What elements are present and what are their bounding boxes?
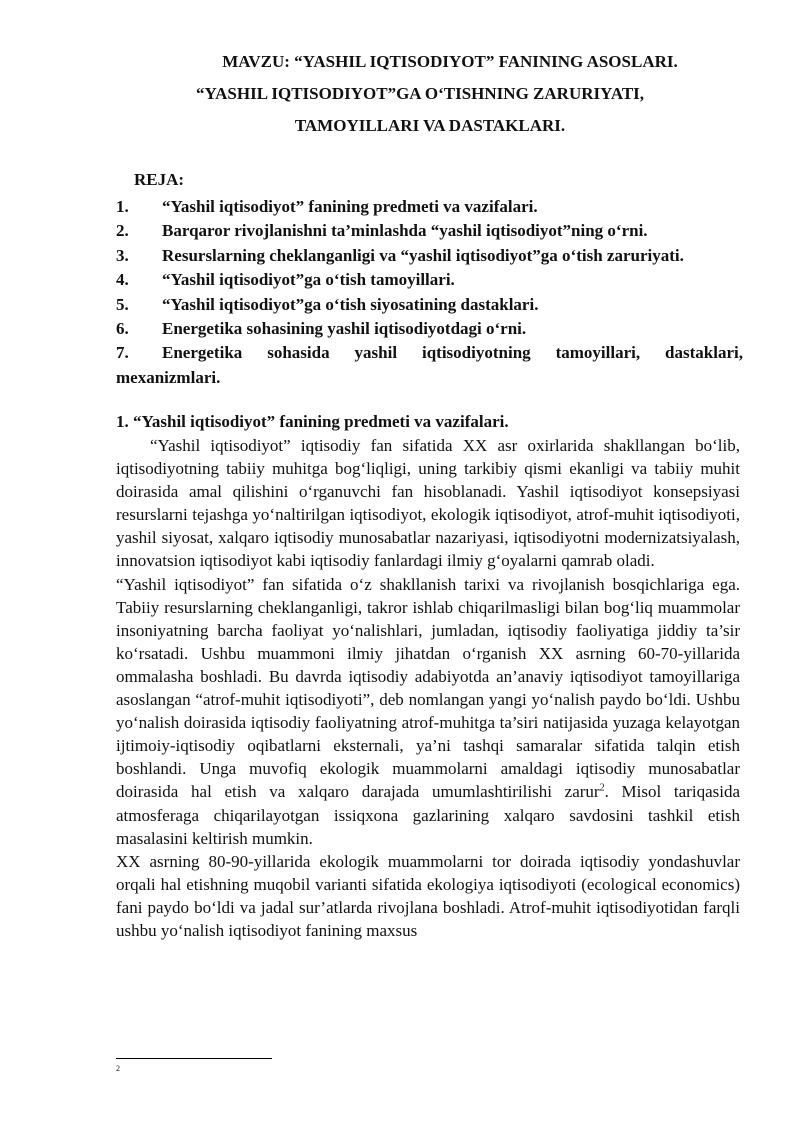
plan-item-text: Energetika sohasida yashil iqtisodiyotning tamoyillari, dastaklari, mexanizmlari. <box>116 343 743 387</box>
plan-item <box>116 341 743 390</box>
body-paragraph-1: “Yashil iqtisodiyot” iqtisodiy fan sifatida XX asr oxirlarida shakllangan bo‘lib, iqtisodiyotning tabiiy muhitga bog‘liqligi, uning tarkibiy qismi ekanligi va tabiiy muhit doirasida amal qilishini o‘rganuvchi fan hisoblanadi. Yashil iqtisodiyot konsepsiyasi resurslarni tejashga yo‘naltirilgan iqtisodiyot, ekologik iqtisodiyot, atrof-muhit iqtisodiyoti, yashil siyosat, xalqaro iqtisodiy munosabatlar nazariyasi, iqtisodiyotni modernizatsiyalash, innovatsion iqtisodiyot kabi iqtisodiy fanlardagi ilmiy g‘oyalarni qamrab oladi. <box>116 436 740 571</box>
page-title-line-3: TAMOYILLARI VA DASTAKLARI. <box>294 116 566 135</box>
plan-item-number: 3. <box>116 245 129 265</box>
plan-item-text: Barqaror rivojlanishni ta’minlashda “yashil iqtisodiyot”ning o‘rni. <box>162 221 648 241</box>
section-body <box>116 434 740 942</box>
plan-item-text: Energetika sohasining yashil iqtisodiyotdagi o‘rni. <box>162 319 527 339</box>
plan-item-number: 6. <box>116 319 129 339</box>
page-title-line-2: “YASHIL IQTISODIYOT”GA O‘TISHNING ZARURIYATI, <box>195 84 645 103</box>
plan-item-number: 5. <box>116 294 129 314</box>
plan-item <box>116 219 743 243</box>
plan-item-text: “Yashil iqtisodiyot” fanining predmeti va vazifalari. <box>162 197 538 216</box>
footnote-separator <box>116 1058 272 1059</box>
plan-item-text: “Yashil iqtisodiyot”ga o‘tish tamoyillari. <box>162 270 455 290</box>
plan-item-number: 1. <box>116 197 129 216</box>
plan-item <box>116 195 743 219</box>
plan-item <box>116 244 743 268</box>
body-paragraph-3: XX asrning 80-90-yillarida ekologik muammolarni tor doirada iqtisodiy yondashuvlar orqali hal etishning muqobil varianti sifatida ekologiya iqtisodiyoti (ecological economics) fani paydo bo‘ldi va jadal sur’atlarda rivojlana boshladi. Atrof-muhit iqtisodiyotidan farqli ushbu yo‘nalish iqtisodiyot fanining maxsus <box>116 851 740 940</box>
plan-item <box>116 293 743 317</box>
plan-item <box>116 317 743 341</box>
page-title-line-1: MAVZU: “YASHIL IQTISODIYOT” FANINING ASOSLARI. <box>222 52 678 71</box>
footnote-mark: 2 <box>116 1064 120 1073</box>
plan-item-number: 4. <box>116 270 129 290</box>
body-paragraph-2 <box>116 573 740 850</box>
plan-item-number: 2. <box>116 221 129 241</box>
plan-heading: REJA: <box>134 170 185 189</box>
body-paragraph-2-tail: . Misol tariqasida atmosferaga chiqarilayotgan issiqxona gazlarining xalqaro savdosini tashkil etish masalasini keltirish mumkin. <box>116 782 740 848</box>
body-paragraph-2-text: “Yashil iqtisodiyot” fan sifatida o‘z shakllanish tarixi va rivojlanish bosqichlariga ega. Tabiiy resurslarning cheklanganligi, takror ishlab chiqarilmasligi bilan bog‘liq muammolar insoniyatning barcha faoliyat yo‘nalishlari, jumladan, iqtisodiy faoliyatiga jiddiy ta’sir ko‘rsatadi. Ushbu muammoni ilmiy jihatdan o‘rganish XX asrning 60-70-yillarida ommalasha boshladi. Bu davrda iqtisodiy adabiyotda an’anaviy iqtisodiyot tamoyillariga asoslangan “atrof-muhit iqtisodiyoti”, deb nomlangan yangi yo‘nalish paydo bo‘ldi. Ushbu yo‘nalish doirasida iqtisodiy faoliyatning atrof-muhitga ta’siri natijasida yuzaga kelayotgan ijtimoiy-iqtisodiy oqibatlarni eksternali, ya’ni tashqi samaralar sifatida talqin etish boshlandi. Unga muvofiq ekologik muammolarni amaldagi iqtisodiy munosabatlar doirasida hal etish va xalqaro darajada umumlashtirilishi zarur <box>116 574 740 802</box>
footnote-reference: 2 <box>599 782 605 794</box>
plan-item <box>116 268 743 292</box>
plan-item-text: “Yashil iqtisodiyot”ga o‘tish siyosatining dastaklari. <box>162 294 539 314</box>
plan-list <box>116 195 743 390</box>
section-heading: 1. “Yashil iqtisodiyot” fanining predmeti va vazifalari. <box>116 412 509 431</box>
plan-item-text: Resurslarning cheklanganligi va “yashil iqtisodiyot”ga o‘tish zaruriyati. <box>162 245 684 265</box>
plan-item-number: 7. <box>116 343 129 363</box>
